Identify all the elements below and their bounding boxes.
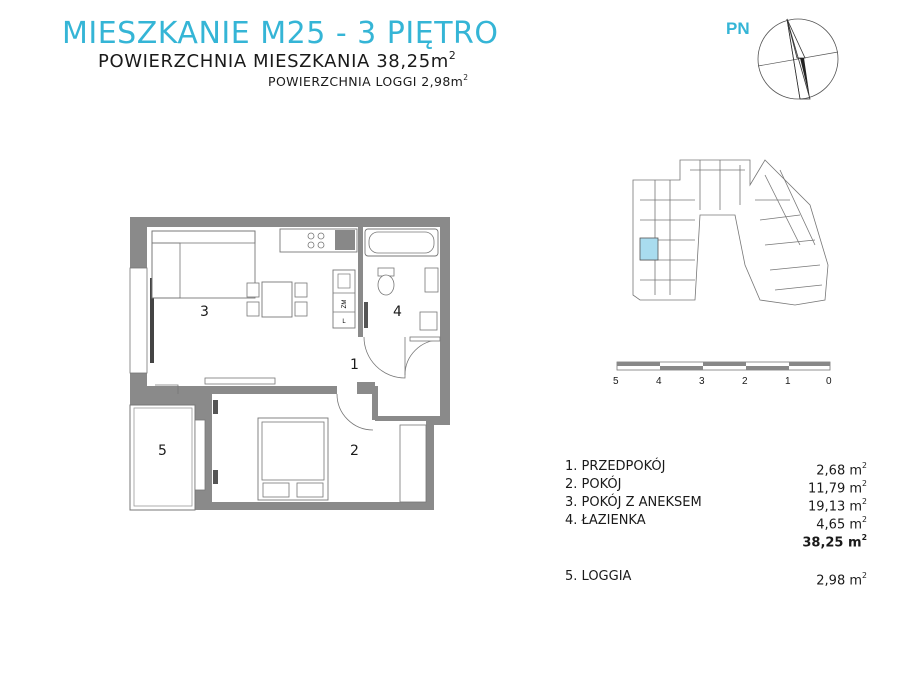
room-name: 1. PRZEDPOKÓJ [565,459,666,474]
room-row-4 [565,512,867,533]
loggia-area-text: POWIERZCHNIA LOGGI 2,98m [268,74,464,90]
total-area-sup: 2 [861,533,867,542]
total-area-row [565,530,867,551]
total-area-value: 38,25 m [802,535,862,551]
scale-tick-5: 5 [613,376,619,387]
room-row-1 [565,458,867,479]
room-area-sup: 2 [862,515,867,524]
scale-tick-4: 4 [656,376,662,387]
apartment-area-sup: 2 [448,49,457,62]
compass-icon [758,19,838,99]
room-area-value: 19,13 m [808,499,863,515]
room-area [808,494,867,515]
floor-plan [130,217,450,510]
scale-tick-3: 3 [699,376,705,387]
building-key-plan [633,160,828,305]
room-name: 4. ŁAZIENKA [565,513,646,528]
loggia-area-value [816,568,867,589]
loggia-name: 5. LOGGIA [565,569,632,584]
room-name: 2. POKÓJ [565,477,622,492]
apartment-highlight [640,238,658,260]
scale-tick-0: 0 [826,376,832,387]
room-name: 3. POKÓJ Z ANEKSEM [565,495,702,510]
room-list [565,458,867,589]
room-area [808,476,867,497]
oven-label: L [342,319,346,325]
room-area-sup: 2 [862,479,867,488]
fridge-label: ZM [342,299,348,309]
room-area-sup: 2 [862,497,867,506]
loggia-area-number: 2,98 m [816,573,863,589]
compass-label: PN [726,19,750,38]
scale-tick-2: 2 [742,376,748,387]
room-area-value: 2,68 m [816,463,863,479]
room-area [816,458,867,479]
loggia-area-unit-sup: 2 [862,571,867,580]
room-number-2: 2 [350,443,359,459]
total-area [802,530,867,551]
page-title: MIESZKANIE M25 - 3 PIĘTRO [62,16,499,51]
room-row-3 [565,494,867,515]
room-area-sup: 2 [862,461,867,470]
room-number-3: 3 [200,304,209,320]
loggia-area-sup: 2 [463,73,469,82]
scale-bar [617,362,830,370]
room-area-value: 11,79 m [808,481,863,497]
room-number-5: 5 [158,443,167,459]
room-row-2 [565,476,867,497]
room-area [816,512,867,533]
apartment-area-text: POWIERZCHNIA MIESZKANIA 38,25m [98,51,449,72]
room-number-4: 4 [393,304,402,320]
room-area-value: 4,65 m [816,517,863,533]
loggia-row [565,568,867,589]
room-number-1: 1 [350,357,359,373]
scale-tick-1: 1 [785,376,791,387]
